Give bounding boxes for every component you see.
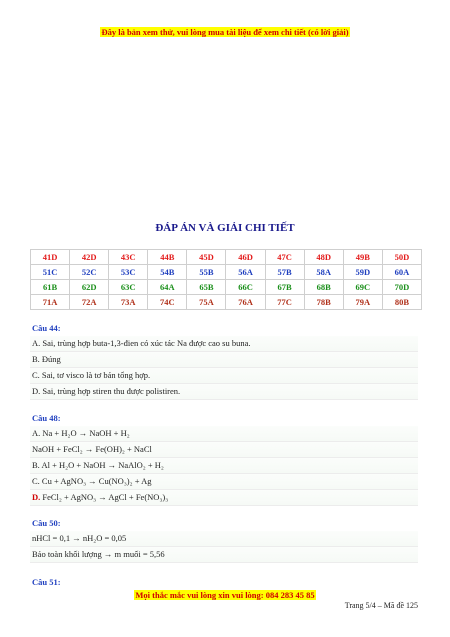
solution-line: C. Cu + AgNO₃ → Cu(NO₃)₂ + Ag — [30, 474, 418, 490]
question-48-label: Câu 48: — [32, 413, 61, 423]
question-50-solution — [30, 531, 418, 563]
answer-cell: 78B — [304, 295, 343, 310]
answer-cell: 80B — [382, 295, 421, 310]
answer-row — [31, 280, 422, 295]
solution-line: B. Đúng — [30, 352, 418, 368]
answer-mark: D. — [32, 492, 41, 502]
answer-cell: 71A — [31, 295, 70, 310]
solution-text: FeCl₂ + AgNO₃ → AgCl + Fe(NO₃)₃ — [42, 492, 169, 502]
answer-cell: 60A — [382, 265, 421, 280]
solution-line: B. Al + H₂O + NaOH → NaAlO₂ + H₂ — [30, 458, 418, 474]
answer-cell: 67B — [265, 280, 304, 295]
answer-cell: 57B — [265, 265, 304, 280]
answer-cell: 68B — [304, 280, 343, 295]
answer-cell: 63C — [109, 280, 148, 295]
question-51-label: Câu 51: — [32, 577, 61, 587]
answer-cell: 52C — [70, 265, 109, 280]
answer-row — [31, 250, 422, 265]
answer-cell: 65B — [187, 280, 226, 295]
answer-cell: 48D — [304, 250, 343, 265]
answer-row — [31, 265, 422, 280]
answer-cell: 44B — [148, 250, 187, 265]
answer-cell: 70D — [382, 280, 421, 295]
answer-cell: 50D — [382, 250, 421, 265]
solution-line: A. Sai, trùng hợp buta-1,3-đien có xúc tác Na được cao su buna. — [30, 336, 418, 352]
answer-cell: 41D — [31, 250, 70, 265]
question-44-solution — [30, 336, 418, 400]
answer-cell: 64A — [148, 280, 187, 295]
answer-table — [30, 249, 422, 310]
answer-cell: 43C — [109, 250, 148, 265]
solution-line: Bảo toàn khối lượng → m muối = 5,56 — [30, 547, 418, 563]
answer-cell: 46D — [226, 250, 265, 265]
answer-cell: 62D — [70, 280, 109, 295]
answer-row — [31, 295, 422, 310]
answer-cell: 54B — [148, 265, 187, 280]
question-48-solution — [30, 426, 418, 506]
answer-cell: 75A — [187, 295, 226, 310]
page-title: ĐÁP ÁN VÀ GIẢI CHI TIẾT — [155, 222, 295, 234]
answer-cell: 73A — [109, 295, 148, 310]
solution-line: D. Sai, trùng hợp stiren thu được polistiren. — [30, 384, 418, 400]
preview-notice: Đây là bản xem thử, vui lòng mua tài liệu để xem chi tiết (có lời giải) — [101, 27, 349, 37]
answer-cell: 69C — [343, 280, 382, 295]
answer-cell: 74C — [148, 295, 187, 310]
page-number: Trang 5/4 – Mã đề 125 — [344, 601, 418, 610]
solution-line: nHCl = 0,1 → nH₂O = 0,05 — [30, 531, 418, 547]
answer-cell: 45D — [187, 250, 226, 265]
answer-cell: 56A — [226, 265, 265, 280]
answer-cell: 77C — [265, 295, 304, 310]
answer-cell: 53C — [109, 265, 148, 280]
solution-line: C. Sai, tơ visco là tơ bán tổng hợp. — [30, 368, 418, 384]
solution-line: A. Na + H₂O → NaOH + H₂ — [30, 426, 418, 442]
answer-cell: 49B — [343, 250, 382, 265]
answer-cell: 79A — [343, 295, 382, 310]
answer-cell: 76A — [226, 295, 265, 310]
answer-cell: 59D — [343, 265, 382, 280]
question-44-label: Câu 44: — [32, 323, 61, 333]
answer-cell: 55B — [187, 265, 226, 280]
answer-cell: 42D — [70, 250, 109, 265]
answer-cell: 58A — [304, 265, 343, 280]
solution-line: NaOH + FeCl₂ → Fe(OH)₂ + NaCl — [30, 442, 418, 458]
contact-notice: Mọi thắc mắc vui lòng xin vui lòng: 084 283 45 85 — [135, 590, 315, 600]
answer-cell: 66C — [226, 280, 265, 295]
solution-line — [30, 490, 418, 506]
answer-cell: 61B — [31, 280, 70, 295]
answer-cell: 47C — [265, 250, 304, 265]
answer-cell: 51C — [31, 265, 70, 280]
question-50-label: Câu 50: — [32, 518, 61, 528]
answer-cell: 72A — [70, 295, 109, 310]
